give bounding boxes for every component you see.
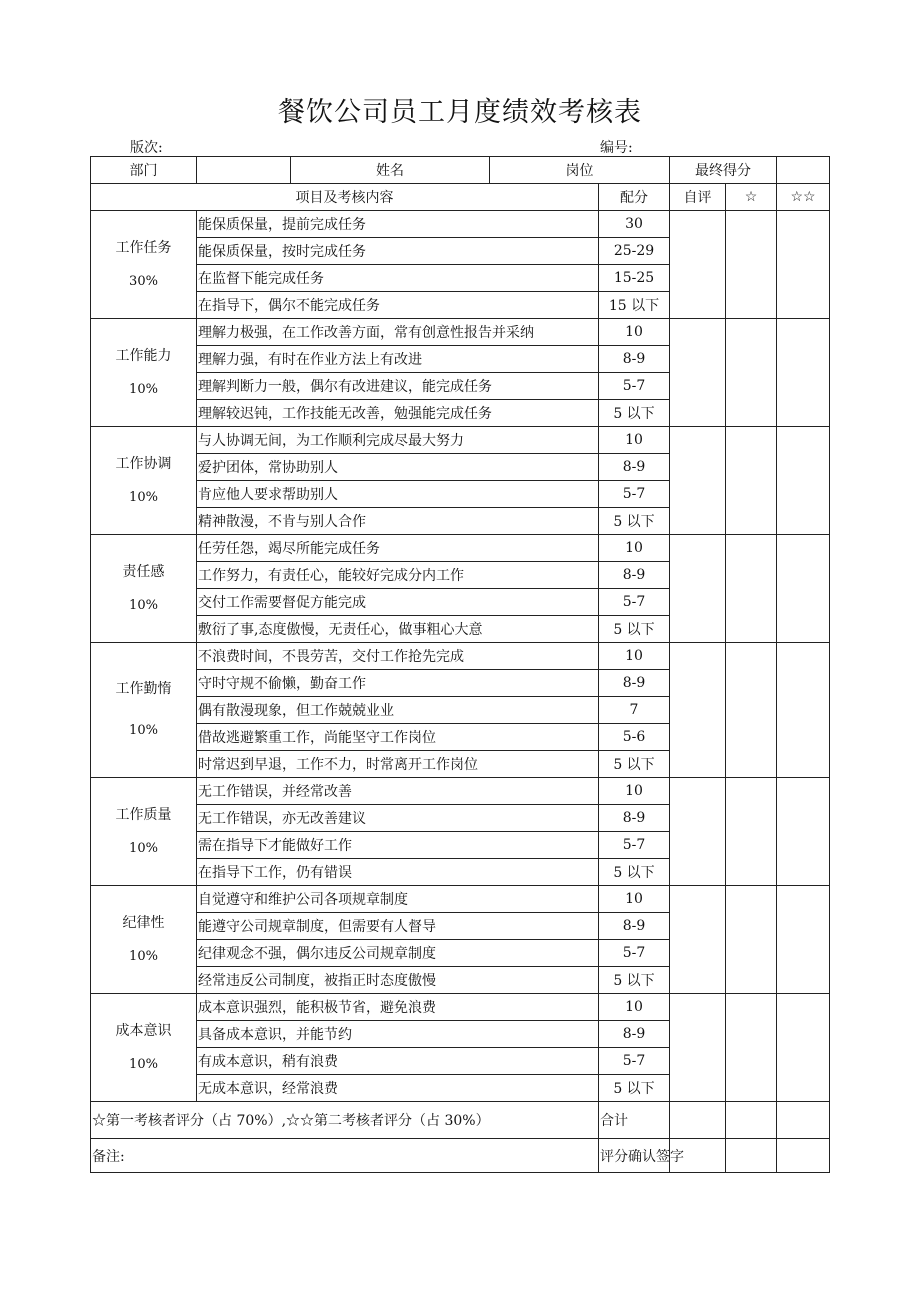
criteria-points: 10 <box>599 535 670 562</box>
second-evaluator-cell[interactable] <box>777 778 830 886</box>
criteria-text: 具备成本意识，并能节约 <box>197 1021 599 1048</box>
criteria-points: 5-7 <box>599 589 670 616</box>
self-eval-cell[interactable] <box>670 886 726 994</box>
total-self-cell[interactable] <box>670 1102 726 1139</box>
self-eval-cell[interactable] <box>670 319 726 427</box>
second-evaluator-cell[interactable] <box>777 427 830 535</box>
first-evaluator-cell[interactable] <box>726 211 777 319</box>
criteria-points: 5-7 <box>599 940 670 967</box>
category-weight: 10% <box>129 723 158 738</box>
category-cell <box>91 886 197 994</box>
category-weight: 10% <box>129 1056 158 1072</box>
criteria-points: 8-9 <box>599 1021 670 1048</box>
footer-row-remarks <box>91 1139 830 1173</box>
criteria-points: 8-9 <box>599 670 670 697</box>
criteria-points: 15-25 <box>599 265 670 292</box>
total-second-cell[interactable] <box>777 1102 830 1139</box>
second-evaluator-cell[interactable] <box>777 319 830 427</box>
second-evaluator-cell[interactable] <box>777 643 830 778</box>
criteria-points: 5-7 <box>599 373 670 400</box>
dept-input-cell[interactable] <box>197 157 291 184</box>
category-cell <box>91 535 197 643</box>
category-name: 成本意识 <box>115 1022 172 1039</box>
criteria-points: 5 以下 <box>599 967 670 994</box>
second-evaluator-cell[interactable] <box>777 994 830 1102</box>
criteria-text: 不浪费时间，不畏劳苦，交付工作抢先完成 <box>197 643 599 670</box>
criteria-row <box>91 427 830 454</box>
second-evaluator-cell[interactable] <box>777 211 830 319</box>
category-cell <box>91 994 197 1102</box>
second-evaluator-heading: ☆☆ <box>777 184 830 211</box>
criteria-text: 成本意识强烈，能积极节省，避免浪费 <box>197 994 599 1021</box>
criteria-text: 有成本意识，稍有浪费 <box>197 1048 599 1075</box>
points-heading: 配分 <box>599 184 670 211</box>
self-eval-cell[interactable] <box>670 427 726 535</box>
number-label: 编号: <box>600 140 633 156</box>
first-evaluator-cell[interactable] <box>726 886 777 994</box>
self-eval-cell[interactable] <box>670 211 726 319</box>
criteria-points: 5-7 <box>599 1048 670 1075</box>
criteria-text: 无成本意识，经常浪费 <box>197 1075 599 1102</box>
criteria-points: 10 <box>599 778 670 805</box>
criteria-points: 5 以下 <box>599 616 670 643</box>
category-name: 工作协调 <box>115 455 172 472</box>
criteria-row <box>91 535 830 562</box>
criteria-text: 精神散漫，不肯与别人合作 <box>197 508 599 535</box>
criteria-points: 10 <box>599 427 670 454</box>
version-label: 版次: <box>130 140 163 156</box>
category-weight: 30% <box>129 273 158 289</box>
final-score-input-cell[interactable] <box>777 157 830 184</box>
criteria-text: 工作努力，有责任心，能较好完成分内工作 <box>197 562 599 589</box>
criteria-text: 无工作错误，亦无改善建议 <box>197 805 599 832</box>
criteria-points: 7 <box>599 697 670 724</box>
first-evaluator-heading: ☆ <box>726 184 777 211</box>
criteria-text: 交付工作需要督促方能完成 <box>197 589 599 616</box>
self-eval-cell[interactable] <box>670 994 726 1102</box>
criteria-text: 理解较迟钝，工作技能无改善，勉强能完成任务 <box>197 400 599 427</box>
criteria-points: 15 以下 <box>599 292 670 319</box>
category-name: 工作能力 <box>115 347 172 364</box>
total-first-cell[interactable] <box>726 1102 777 1139</box>
first-evaluator-cell[interactable] <box>726 778 777 886</box>
category-name: 工作任务 <box>115 239 172 256</box>
second-evaluator-cell[interactable] <box>777 535 830 643</box>
criteria-text: 理解力强，有时在作业方法上有改进 <box>197 346 599 373</box>
category-name: 工作勤惰 <box>115 681 172 697</box>
criteria-points: 8-9 <box>599 454 670 481</box>
criteria-text: 在指导下工作，仍有错误 <box>197 859 599 886</box>
criteria-text: 肯应他人要求帮助别人 <box>197 481 599 508</box>
category-name: 责任感 <box>122 563 165 580</box>
criteria-points: 8-9 <box>599 346 670 373</box>
footer-row-total <box>91 1102 830 1139</box>
name-label: 姓名 <box>291 157 490 184</box>
criteria-text: 守时守规不偷懒，勤奋工作 <box>197 670 599 697</box>
signature-second-cell[interactable] <box>777 1139 830 1173</box>
category-cell <box>91 319 197 427</box>
criteria-points: 5 以下 <box>599 859 670 886</box>
criteria-text: 敷衍了事,态度傲慢，无责任心，做事粗心大意 <box>197 616 599 643</box>
criteria-row <box>91 886 830 913</box>
category-weight: 10% <box>129 840 158 856</box>
category-cell <box>91 211 197 319</box>
self-eval-heading: 自评 <box>670 184 726 211</box>
self-eval-cell[interactable] <box>670 778 726 886</box>
criteria-points: 10 <box>599 994 670 1021</box>
category-weight: 10% <box>129 948 158 964</box>
items-heading: 项目及考核内容 <box>91 184 599 211</box>
category-cell <box>91 427 197 535</box>
criteria-points: 5-7 <box>599 481 670 508</box>
category-name: 纪律性 <box>122 914 165 931</box>
criteria-points: 8-9 <box>599 913 670 940</box>
category-weight: 10% <box>129 597 158 613</box>
final-score-label: 最终得分 <box>670 157 777 184</box>
first-evaluator-cell[interactable] <box>726 427 777 535</box>
criteria-points: 8-9 <box>599 805 670 832</box>
self-eval-cell[interactable] <box>670 643 726 778</box>
category-cell <box>91 643 197 778</box>
post-label: 岗位 <box>490 157 670 184</box>
criteria-row <box>91 778 830 805</box>
criteria-text: 时常迟到早退，工作不力，时常离开工作岗位 <box>197 751 599 778</box>
criteria-text: 能保质保量，按时完成任务 <box>197 238 599 265</box>
criteria-text: 理解判断力一般，偶尔有改进建议，能完成任务 <box>197 373 599 400</box>
criteria-points: 10 <box>599 319 670 346</box>
criteria-points: 5-6 <box>599 724 670 751</box>
criteria-points: 5 以下 <box>599 751 670 778</box>
first-evaluator-cell[interactable] <box>726 319 777 427</box>
criteria-row <box>91 319 830 346</box>
criteria-text: 能遵守公司规章制度，但需要有人督导 <box>197 913 599 940</box>
header-row-2 <box>91 184 830 211</box>
criteria-text: 偶有散漫现象，但工作兢兢业业 <box>197 697 599 724</box>
appraisal-table <box>90 156 830 1173</box>
criteria-text: 纪律观念不强，偶尔违反公司规章制度 <box>197 940 599 967</box>
category-weight: 10% <box>129 381 158 397</box>
category-cell <box>91 778 197 886</box>
evaluator-note: ☆第一考核者评分（占 70%）,☆☆第二考核者评分（占 30%） <box>91 1102 599 1139</box>
criteria-points: 5 以下 <box>599 1075 670 1102</box>
criteria-text: 在监督下能完成任务 <box>197 265 599 292</box>
criteria-points: 10 <box>599 643 670 670</box>
criteria-points: 5-7 <box>599 832 670 859</box>
signature-label: 评分确认签字 <box>599 1139 670 1173</box>
criteria-text: 爱护团体，常协助别人 <box>197 454 599 481</box>
criteria-text: 需在指导下才能做好工作 <box>197 832 599 859</box>
category-name: 工作质量 <box>115 806 172 823</box>
remarks-label: 备注: <box>91 1139 599 1173</box>
second-evaluator-cell[interactable] <box>777 886 830 994</box>
criteria-row <box>91 643 830 670</box>
criteria-points: 30 <box>599 211 670 238</box>
criteria-text: 借故逃避繁重工作，尚能坚守工作岗位 <box>197 724 599 751</box>
criteria-text: 任劳任怨，竭尽所能完成任务 <box>197 535 599 562</box>
first-evaluator-cell[interactable] <box>726 994 777 1102</box>
first-evaluator-cell[interactable] <box>726 535 777 643</box>
criteria-row <box>91 211 830 238</box>
page-title: 餐饮公司员工月度绩效考核表 <box>278 97 642 128</box>
total-label: 合计 <box>599 1102 670 1139</box>
criteria-text: 经常违反公司制度，被指正时态度傲慢 <box>197 967 599 994</box>
criteria-points: 8-9 <box>599 562 670 589</box>
criteria-points: 5 以下 <box>599 508 670 535</box>
criteria-text: 在指导下，偶尔不能完成任务 <box>197 292 599 319</box>
signature-first-cell[interactable] <box>726 1139 777 1173</box>
criteria-row <box>91 994 830 1021</box>
criteria-text: 能保质保量，提前完成任务 <box>197 211 599 238</box>
self-eval-cell[interactable] <box>670 535 726 643</box>
criteria-text: 理解力极强，在工作改善方面，常有创意性报告并采纳 <box>197 319 599 346</box>
criteria-text: 自觉遵守和维护公司各项规章制度 <box>197 886 599 913</box>
dept-label: 部门 <box>91 157 197 184</box>
criteria-text: 无工作错误，并经常改善 <box>197 778 599 805</box>
criteria-points: 10 <box>599 886 670 913</box>
criteria-points: 25-29 <box>599 238 670 265</box>
first-evaluator-cell[interactable] <box>726 643 777 778</box>
criteria-text: 与人协调无间，为工作顺利完成尽最大努力 <box>197 427 599 454</box>
category-weight: 10% <box>129 489 158 505</box>
header-row-1 <box>91 157 830 184</box>
criteria-points: 5 以下 <box>599 400 670 427</box>
